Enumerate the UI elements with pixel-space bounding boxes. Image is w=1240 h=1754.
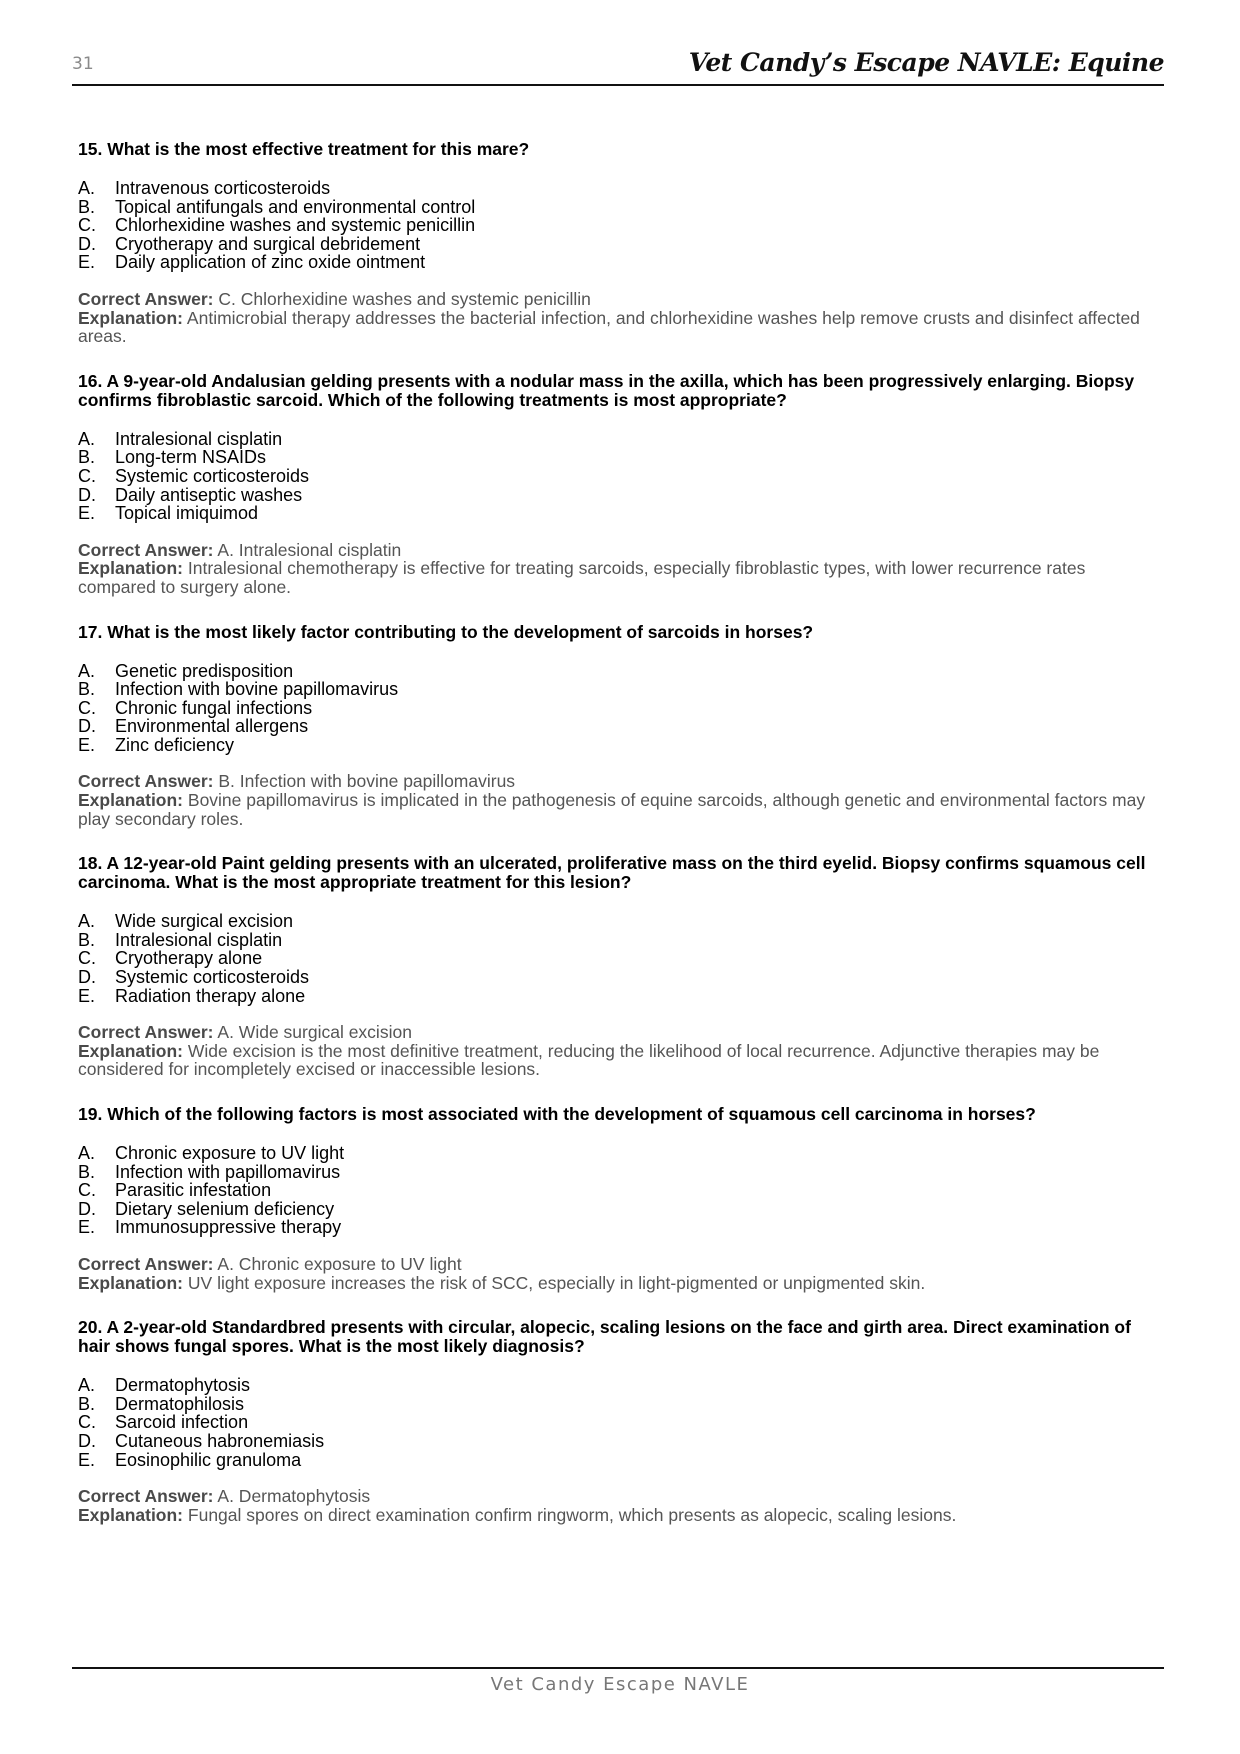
- option-letter: E.: [78, 503, 96, 524]
- option-c: [78, 949, 1158, 968]
- option-letter: B.: [78, 196, 96, 217]
- option-letter: B.: [78, 679, 96, 700]
- option-d: [78, 235, 1158, 254]
- option-e: [78, 1218, 1158, 1237]
- correct-answer-label: Correct Answer:: [78, 1022, 214, 1043]
- option-list: [78, 662, 1158, 755]
- explanation-text: Antimicrobial therapy addresses the bacterial infection, and chlorhexidine washes help remove crusts and disinfect affected areas.: [78, 307, 1140, 347]
- explanation-label: Explanation:: [78, 558, 184, 579]
- option-text: Topical antifungals and environmental control: [115, 196, 476, 217]
- option-letter: B.: [78, 447, 96, 468]
- correct-answer-label: Correct Answer:: [78, 288, 214, 309]
- option-text: Environmental allergens: [115, 716, 309, 737]
- question-stem: 15. What is the most effective treatment for this mare?: [78, 139, 530, 159]
- explanation-text: Wide excision is the most definitive treatment, reducing the likelihood of local recurrence. Adjunctive therapies may be considered for incompletely excised or inaccessible lesions.: [78, 1040, 1100, 1080]
- question-16: [78, 372, 1158, 597]
- explanation-label: Explanation:: [78, 1272, 184, 1293]
- page-header: [72, 40, 1164, 86]
- explanation-label: Explanation:: [78, 1504, 184, 1525]
- explanation: [78, 559, 1158, 596]
- option-letter: E.: [78, 1217, 96, 1238]
- option-text: Intralesional cisplatin: [115, 929, 283, 950]
- explanation-text: Bovine papillomavirus is implicated in the pathogenesis of equine sarcoids, although genetic and environmental factors may play secondary roles.: [78, 790, 1146, 829]
- option-b: [78, 1395, 1158, 1414]
- question-stem: 17. What is the most likely factor contributing to the development of sarcoids in horses?: [78, 621, 814, 642]
- option-a: [78, 1144, 1158, 1163]
- question-17: [78, 623, 1158, 829]
- option-letter: A.: [78, 1375, 96, 1396]
- option-d: [78, 1432, 1158, 1451]
- option-c: [78, 467, 1158, 486]
- correct-answer: [78, 1487, 1158, 1506]
- option-text: Radiation therapy alone: [115, 985, 306, 1006]
- option-letter: E.: [78, 985, 96, 1006]
- explanation: [78, 1506, 1158, 1525]
- correct-answer: [78, 290, 1158, 309]
- option-d: [78, 968, 1158, 987]
- option-letter: D.: [78, 233, 96, 254]
- option-letter: A.: [78, 428, 96, 449]
- option-letter: E.: [78, 252, 96, 273]
- option-text: Daily application of zinc oxide ointment: [115, 252, 426, 273]
- explanation-label: Explanation:: [78, 790, 184, 811]
- option-text: Cryotherapy alone: [115, 948, 263, 969]
- option-text: Infection with bovine papillomavirus: [115, 679, 399, 700]
- explanation-text: UV light exposure increases the risk of SCC, especially in light-pigmented or unpigmented skin.: [187, 1272, 926, 1293]
- option-a: [78, 912, 1158, 931]
- option-text: Cutaneous habronemiasis: [115, 1430, 325, 1451]
- option-e: [78, 736, 1158, 755]
- correct-answer-label: Correct Answer:: [78, 771, 214, 792]
- correct-answer-text: C. Chlorhexidine washes and systemic penicillin: [218, 288, 591, 309]
- option-c: [78, 1181, 1158, 1200]
- option-text: Intravenous corticosteroids: [115, 178, 331, 198]
- book-title: Vet Candy’s Escape NAVLE: Equine: [688, 48, 1164, 77]
- correct-answer-text: B. Infection with bovine papillomavirus: [218, 771, 516, 792]
- option-list: [78, 1376, 1158, 1469]
- option-b: [78, 680, 1158, 699]
- correct-answer-text: A. Chronic exposure to UV light: [217, 1253, 462, 1274]
- correct-answer: [78, 772, 1158, 791]
- option-a: [78, 662, 1158, 681]
- option-letter: D.: [78, 484, 96, 505]
- option-list: [78, 1144, 1158, 1237]
- option-text: Intralesional cisplatin: [115, 428, 283, 449]
- option-letter: D.: [78, 716, 96, 737]
- option-c: [78, 699, 1158, 718]
- question-20: [78, 1318, 1158, 1524]
- option-a: [78, 1376, 1158, 1395]
- question-18: [78, 854, 1158, 1079]
- correct-answer-label: Correct Answer:: [78, 539, 214, 560]
- page-number: 31: [72, 54, 94, 74]
- option-e: [78, 987, 1158, 1006]
- option-text: Daily antiseptic washes: [115, 484, 303, 505]
- correct-answer-label: Correct Answer:: [78, 1486, 214, 1507]
- correct-answer: [78, 1023, 1158, 1042]
- option-letter: C.: [78, 948, 96, 969]
- correct-answer: [78, 1255, 1158, 1274]
- option-list: [78, 430, 1158, 523]
- footer-divider: [72, 1667, 1164, 1669]
- option-letter: A.: [78, 911, 96, 932]
- explanation-label: Explanation:: [78, 1040, 184, 1061]
- option-text: Dietary selenium deficiency: [115, 1198, 335, 1219]
- option-text: Dermatophilosis: [115, 1393, 245, 1414]
- option-text: Infection with papillomavirus: [115, 1161, 341, 1182]
- option-a: [78, 430, 1158, 449]
- explanation-label: Explanation:: [78, 307, 184, 328]
- option-letter: D.: [78, 1430, 96, 1451]
- option-letter: B.: [78, 929, 96, 950]
- explanation-text: Intralesional chemotherapy is effective for treating sarcoids, especially fibroblastic types, with lower recurrence rates compared to surgery alone.: [78, 558, 1086, 597]
- option-d: [78, 717, 1158, 736]
- question-stem: 18. A 12-year-old Paint gelding presents with an ulcerated, proliferative mass on the third eyelid. Biopsy confirms squamous cell carcinoma. What is the most appropriate treatment for this lesion?: [78, 853, 1146, 893]
- option-text: Chronic fungal infections: [115, 697, 313, 718]
- footer-text: Vet Candy Escape NAVLE: [490, 1674, 750, 1695]
- option-text: Systemic corticosteroids: [115, 967, 310, 988]
- header-divider: [72, 84, 1164, 86]
- option-text: Wide surgical excision: [115, 911, 294, 932]
- option-text: Topical imiquimod: [115, 503, 259, 524]
- explanation-text: Fungal spores on direct examination confirm ringworm, which presents as alopecic, scaling lesions.: [187, 1504, 957, 1525]
- explanation: [78, 1042, 1158, 1079]
- option-d: [78, 486, 1158, 505]
- option-d: [78, 1200, 1158, 1219]
- correct-answer-text: A. Intralesional cisplatin: [217, 539, 402, 560]
- option-b: [78, 198, 1158, 217]
- option-letter: C.: [78, 1412, 96, 1433]
- option-e: [78, 253, 1158, 272]
- option-letter: B.: [78, 1393, 96, 1414]
- option-letter: D.: [78, 967, 96, 988]
- option-text: Systemic corticosteroids: [115, 465, 310, 486]
- option-letter: C.: [78, 465, 96, 486]
- explanation: [78, 309, 1158, 346]
- option-letter: E.: [78, 1449, 96, 1470]
- correct-answer-text: A. Wide surgical excision: [217, 1022, 412, 1043]
- option-letter: D.: [78, 1198, 96, 1219]
- option-text: Parasitic infestation: [115, 1180, 272, 1201]
- question-stem: 19. Which of the following factors is most associated with the development of squamous cell carcinoma in horses?: [78, 1104, 1036, 1124]
- explanation: [78, 791, 1158, 828]
- question-15: [78, 140, 1158, 346]
- option-list: [78, 912, 1158, 1005]
- question-list: [78, 140, 1158, 1550]
- option-letter: E.: [78, 734, 96, 755]
- question-stem: 20. A 2-year-old Standardbred presents with circular, alopecic, scaling lesions on the face and girth area. Direct examination of hair shows fungal spores. What is the most likely diagnosis?: [78, 1317, 1131, 1357]
- option-text: Chronic exposure to UV light: [115, 1143, 345, 1163]
- correct-answer-label: Correct Answer:: [78, 1253, 214, 1274]
- option-text: Chlorhexidine washes and systemic penicillin: [115, 215, 476, 236]
- option-text: Eosinophilic granuloma: [115, 1449, 302, 1470]
- option-b: [78, 1163, 1158, 1182]
- correct-answer-text: A. Dermatophytosis: [217, 1486, 371, 1507]
- option-letter: C.: [78, 1180, 96, 1201]
- option-text: Zinc deficiency: [115, 734, 235, 755]
- option-text: Sarcoid infection: [115, 1412, 249, 1433]
- option-e: [78, 1451, 1158, 1470]
- explanation: [78, 1274, 1158, 1293]
- option-c: [78, 216, 1158, 235]
- option-letter: B.: [78, 1161, 96, 1182]
- question-stem: 16. A 9-year-old Andalusian gelding presents with a nodular mass in the axilla, which has been progressively enlarging. Biopsy confirms fibroblastic sarcoid. Which of the following treatments is most appropriate?: [78, 370, 1135, 410]
- option-text: Immunosuppressive therapy: [115, 1217, 342, 1238]
- option-letter: A.: [78, 178, 96, 198]
- option-b: [78, 448, 1158, 467]
- option-letter: C.: [78, 697, 96, 718]
- option-b: [78, 931, 1158, 950]
- option-e: [78, 504, 1158, 523]
- option-c: [78, 1413, 1158, 1432]
- option-letter: C.: [78, 215, 96, 236]
- option-text: Dermatophytosis: [115, 1375, 251, 1396]
- option-letter: A.: [78, 660, 96, 681]
- option-text: Cryotherapy and surgical debridement: [115, 233, 421, 254]
- option-a: [78, 179, 1158, 198]
- option-list: [78, 179, 1158, 272]
- option-text: Genetic predisposition: [115, 660, 294, 681]
- question-19: [78, 1105, 1158, 1292]
- option-text: Long-term NSAIDs: [115, 447, 267, 468]
- correct-answer: [78, 541, 1158, 560]
- option-letter: A.: [78, 1143, 96, 1163]
